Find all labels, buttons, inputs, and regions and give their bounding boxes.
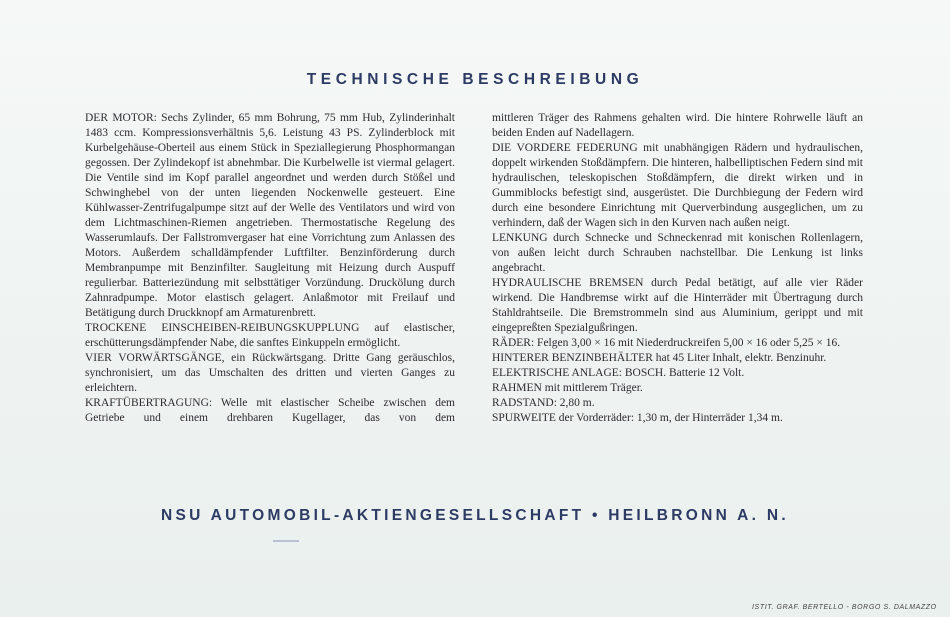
paragraph-benzinbehaelter: HINTERER BENZINBEHÄLTER hat 45 Liter Inhalt, elektr. Benzinuhr. [492, 352, 827, 364]
right-column [492, 111, 863, 426]
paragraph-lenkung: LENKUNG durch Schnecke und Schneckenrad mit konischen Rollenlagern, von außen leicht durch Schrauben nachstellbar. Die Lenkung ist links angebracht. [492, 232, 863, 274]
paragraph-elektrik: ELEKTRISCHE ANLAGE: BOSCH. Batterie 12 Volt. [492, 367, 745, 379]
decorative-mark [273, 540, 299, 542]
paragraph-rahmen: RAHMEN mit mittlerem Träger. [492, 382, 643, 394]
paragraph-motor: DER MOTOR: Sechs Zylinder, 65 mm Bohrung, 75 mm Hub, Zylinderinhalt 1483 ccm. Kompressionsverhältnis 5,6. Leistung 43 PS. Zylinderblock mit Kurbelgehäuse-Oberteil aus einem Stück in Speziallegierung Phosphormangan gegossen. Der Zylindekopf ist abnehmbar. Die Kurbelwelle ist viermal gelagert. Die Ventile sind im Kopf parallel angeordnet und werden durch Stößel und Schwinghebel von der unten liegenden Nockenwelle gesteuert. Eine Kühlwasser-Zentrifugalpumpe sitzt auf der Welle des Ventilators und wird von dem Lichtmaschinen-Riemen angetrieben. Thermostatische Regelung des Wasserumlaufs. Der Fallstromvergaser hat eine Vorrichtung zum Anlassen des Motors. Außerdem schalldämpfender Luftfilter. Benzinförderung durch Membranpumpe mit Benzinfilter. Saugleitung mit Heizung durch Auspuff regulierbar. Batteriezündung mit selbsttätiger Vorzündung. Druckölung durch Zahnradpumpe. Motor elastisch gelagert. Anlaßmotor mit Freilauf und Betätigung durch Druckknopf am Armaturenbrett. [85, 112, 455, 319]
left-column [85, 111, 455, 426]
paragraph-spurweite: SPURWEITE der Vorderräder: 1,30 m, der Hinterräder 1,34 m. [492, 412, 783, 424]
paragraph-kupplung: TROCKENE EINSCHEIBEN-REIBUNGSKUPPLUNG auf elastischer, erschütterungsdämpfender Nabe, die sanftes Einkuppeln ermöglicht. [85, 322, 455, 349]
paragraph-bremsen: HYDRAULISCHE BREMSEN durch Pedal betätigt, auf alle vier Räder wirkend. Die Handbremse wirkt auf die Hinterräder mit Übertragung durch Stahldrahtseile. Die Bremstrommeln sind aus Aluminium, gerippt und mit eingepreßten Spezialgußringen. [492, 277, 863, 334]
paragraph-rohrwelle: mittleren Träger des Rahmens gehalten wird. Die hintere Rohrwelle läuft an beiden Enden auf Nadellagern. [492, 112, 863, 139]
paragraph-kraftuebertragung: KRAFTÜBERTRAGUNG: Welle mit elastischer Scheibe zwischen dem Getriebe und einem drehbaren Kugellager, das von dem [85, 397, 455, 424]
paragraph-gaenge: VIER VORWÄRTSGÄNGE, ein Rückwärtsgang. Dritte Gang geräuschlos, synchronisiert, um das Umschalten des dritten und vierten Ganges zu erleichtern. [85, 352, 455, 394]
printer-credit: ISTIT. GRAF. BERTELLO - BORGO S. DALMAZZO [752, 604, 937, 611]
document-title: TECHNISCHE BESCHREIBUNG [306, 71, 644, 88]
paragraph-raeder: RÄDER: Felgen 3,00 × 16 mit Niederdruckreifen 5,00 × 16 oder 5,25 × 16. [492, 337, 841, 349]
company-footer: NSU AUTOMOBIL-AKTIENGESELLSCHAFT • HEILBRONN A. N. [161, 507, 789, 524]
paragraph-federung: DIE VORDERE FEDERUNG mit unabhängigen Rädern und hydraulischen, doppelt wirkenden Stoßdämpfern. Die hinteren, halbelliptischen Federn sind mit hydraulischen, teleskopischen Stoßdämpfern, die direkt wirken und in Gummiblocks befestigt sind, ausgerüstet. Die Durchbiegung der Federn wird durch eine besondere Einrichtung mit Querverbindung ausgeglichen, um zu verhindern, daß der Wagen sich in den Kurven nach außen neigt. [492, 142, 863, 229]
paragraph-radstand: RADSTAND: 2,80 m. [492, 397, 595, 409]
